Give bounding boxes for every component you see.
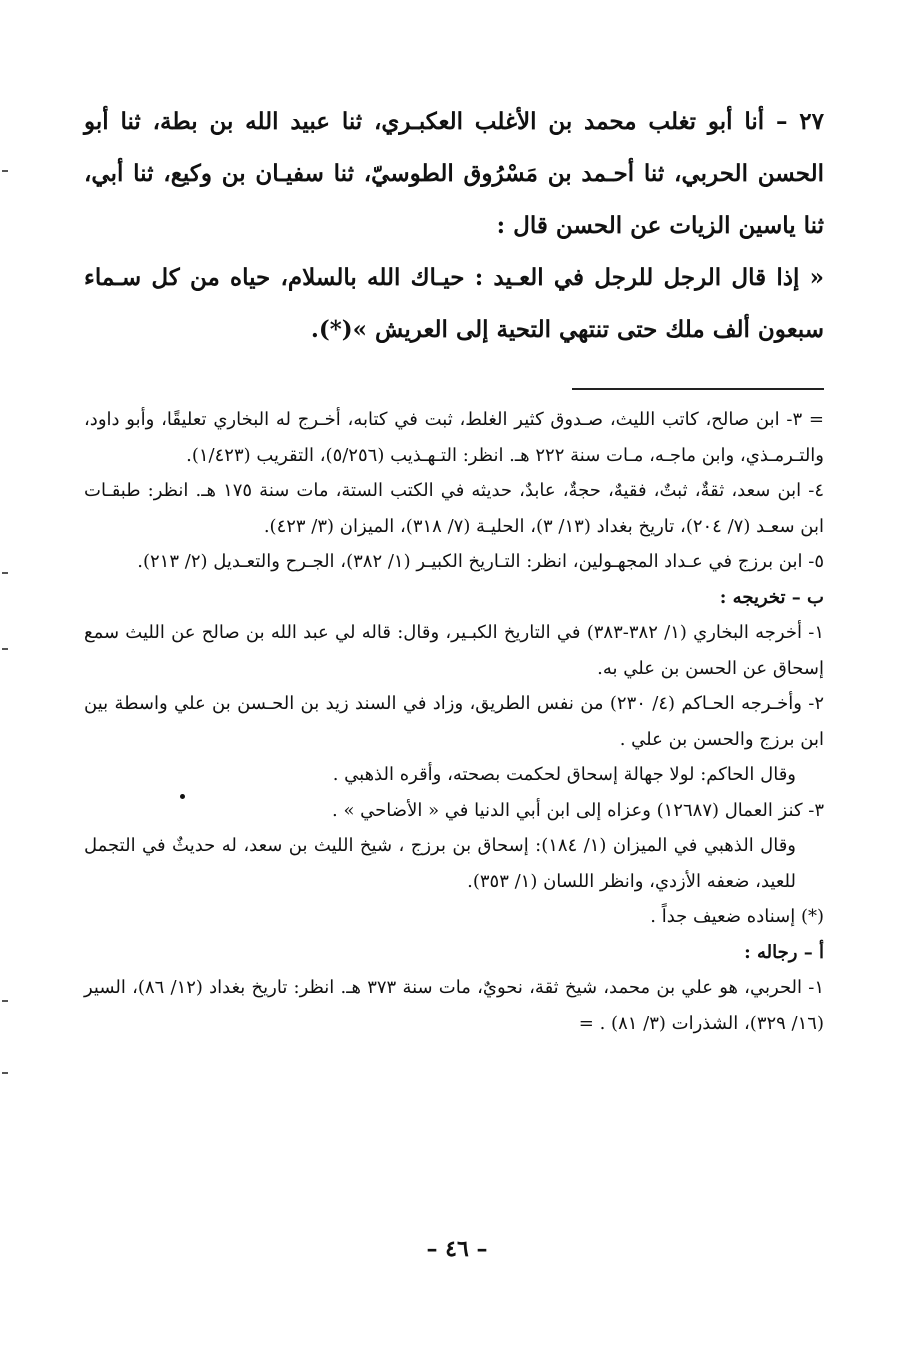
- scan-edge-mark: [2, 170, 8, 172]
- footnote-heading: أ – رجاله :: [744, 941, 824, 963]
- scan-edge-mark: [2, 572, 8, 574]
- scan-edge-mark: [2, 648, 8, 650]
- footnote-separator: [572, 388, 824, 390]
- footnote-item: ٤- ابن سعد، ثقةٌ، ثبتٌ، فقيهٌ، حجةٌ، عابدٌ، حديثه في الكتب الستة، مات سنة ١٧٥ هـ. انظر: طبقـات ابن سعـد (٧/ ٢٠٤)، تاريخ بغداد (١٣/ ٣)، الحليـة (٧/ ٣١٨)، الميزان (٣/ ٤٢٣).: [84, 480, 824, 537]
- footnote-item: ١- أخرجه البخاري (١/ ٣٨٢-٣٨٣) في التاريخ الكبـير، وقال: قاله لي عبد الله بن صالح عن الليث سمع إسحاق عن الحسن بن علي به.: [84, 622, 824, 679]
- footnotes: [84, 402, 824, 1041]
- footnote-item: (*) إسناده ضعيف جداً .: [650, 906, 824, 927]
- scan-edge-mark: [2, 1000, 8, 1002]
- footnote-item: ١- الحربي، هو علي بن محمد، شيخ ثقة، نحويٌ، مات سنة ٣٧٣ هـ. انظر: تاريخ بغداد (١٢/ ٨٦)، السير (١٦/ ٣٢٩)، الشذرات (٣/ ٨١) . =: [84, 977, 825, 1034]
- footnote-item: وقال الذهبي في الميزان (١/ ١٨٤): إسحاق بن برزج ، شيخ الليث بن سعد، له حديثٌ في التجمل للعيد، ضعفه الأزدي، وانظر اللسان (١/ ٣٥٣).: [84, 835, 796, 892]
- hadith-matn-paragraph: « إذا قال الرجل للرجل في العـيد : حيـاك الله بالسلام، حياه من كل سـماء سبعون ألف ملك حتى تنتهي التحية إلى العريش »(*).: [84, 264, 824, 343]
- scan-dot: [180, 794, 185, 799]
- scan-edge-mark: [2, 1072, 8, 1074]
- footnote-item: ٢- وأخـرجه الحـاكم (٤/ ٢٣٠) من نفس الطريق، وزاد في السند زيد بن الحـسن بن علي واسطة بين ابن برزج والحسن بن علي .: [84, 693, 824, 750]
- page-number: – ٤٦ –: [426, 1236, 488, 1262]
- hadith-isnad-paragraph: ٢٧ – أنا أبو تغلب محمد بن الأغلب العكبـري، ثنا عبيد الله بن بطة، ثنا أبو الحسن الحربي، ثنا أحـمد بن مَسْرُوق الطوسيّ، ثنا سفيـان بن وكيع، ثنا أبي، ثنا ياسين الزيات عن الحسن قال :: [84, 108, 824, 239]
- footnote-heading: ب – تخريجه :: [719, 586, 824, 608]
- footnote-item: = ٣- ابن صالح، كاتب الليث، صـدوق كثير الغلط، ثبت في كتابه، أخـرج له البخاري تعليقًا، وأبو داود، والتـرمـذي، وابن ماجـه، مـات سنة ٢٢٢ هـ. انظر: التـهـذيب (٥/٢٥٦)، التقريب (١/٤٢٣).: [84, 409, 824, 466]
- footnote-item: وقال الحاكم: لولا جهالة إسحاق لحكمت بصحته، وأقره الذهبي .: [332, 764, 796, 785]
- footnote-item: ٥- ابن برزج في عـداد المجهـولين، انظر: التـاريخ الكبيـر (١/ ٣٨٢)، الجـرح والتعـديل (٢/ ٢١٣).: [137, 551, 824, 572]
- main-text: [84, 96, 824, 356]
- footnote-item: ٣- كنز العمال (١٢٦٨٧) وعزاه إلى ابن أبي الدنيا في « الأضاحي » .: [332, 799, 824, 821]
